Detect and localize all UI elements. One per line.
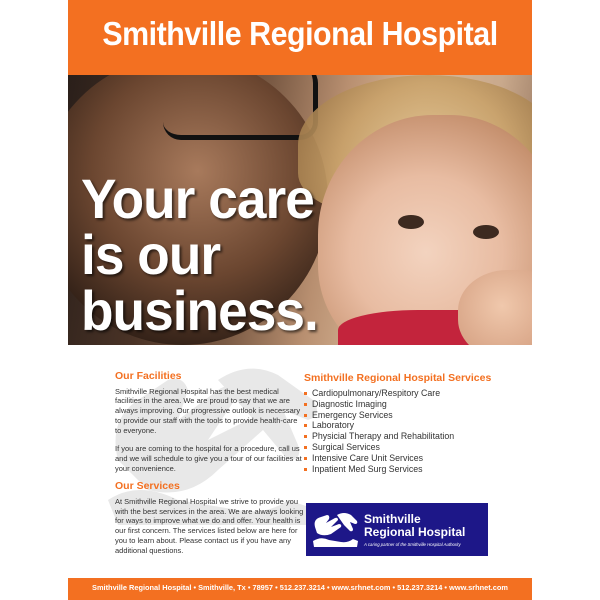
facilities-paragraph-2: If you are coming to the hospital for a procedure, call us and we will schedule to give you a tour of our facilities at your convenience. — [115, 444, 302, 473]
right-column — [304, 372, 524, 474]
service-item: Emergency Services — [304, 410, 524, 421]
services-list-heading: Smithville Regional Hospital Services — [304, 372, 492, 384]
service-item: Laboratory — [304, 420, 524, 431]
caring-hands-logo-icon — [311, 509, 359, 549]
footer-banner — [68, 578, 532, 600]
footer-contact-text: Smithville Regional Hospital • Smithville, Tx • 78957 • 512.237.3214 • www.srhnet.com • 512.237.3214 • www.srhnet.com — [92, 583, 508, 592]
logo-line-1: Smithville — [364, 512, 421, 526]
logo-line-2: Regional Hospital — [364, 525, 466, 539]
logo-tagline: A caring partner of the Smithville Hospital Authority — [364, 542, 461, 547]
service-item: Surgical Services — [304, 442, 524, 453]
glasses-shape — [163, 75, 318, 140]
child-eye-left — [398, 215, 424, 229]
left-column — [115, 372, 305, 564]
child-eye-right — [473, 225, 499, 239]
tagline-line-2: is our — [81, 223, 221, 286]
services-list — [304, 388, 524, 474]
services-intro-heading: Our Services — [115, 480, 180, 493]
hero-photo — [68, 75, 532, 345]
header-banner — [68, 0, 532, 75]
service-item: Cardiopulmonary/Respitory Care — [304, 388, 524, 399]
service-item: Physicial Therapy and Rehabilitation — [304, 431, 524, 442]
service-item: Diagnostic Imaging — [304, 399, 524, 410]
tagline-line-3: business. — [81, 279, 318, 342]
logo-name — [364, 513, 465, 539]
hospital-logo — [306, 503, 488, 556]
service-item: Inpatient Med Surg Services — [304, 464, 524, 475]
tagline-line-1: Your care — [81, 167, 314, 230]
facilities-paragraph-1: Smithville Regional Hospital has the best medical facilities in the area. We are proud to say that we are always improving. Our progressive outlook is necessary to provide our staff with the tools to provide health-care to everyone. — [115, 386, 301, 435]
services-intro-paragraph: At Smithville Regional Hospital we strive to provide you with the best services in the area. We are always looking for ways to improve what we do and offer. Your health is our first concern. The services listed below are here for you to learn about. Please contact us if you have any additional questions. — [115, 497, 304, 555]
flyer-page — [68, 0, 532, 600]
header-title: Smithville Regional Hospital — [102, 15, 498, 52]
service-item: Intensive Care Unit Services — [304, 453, 524, 464]
hero-tagline — [81, 167, 318, 342]
facilities-heading: Our Facilities — [115, 370, 182, 382]
